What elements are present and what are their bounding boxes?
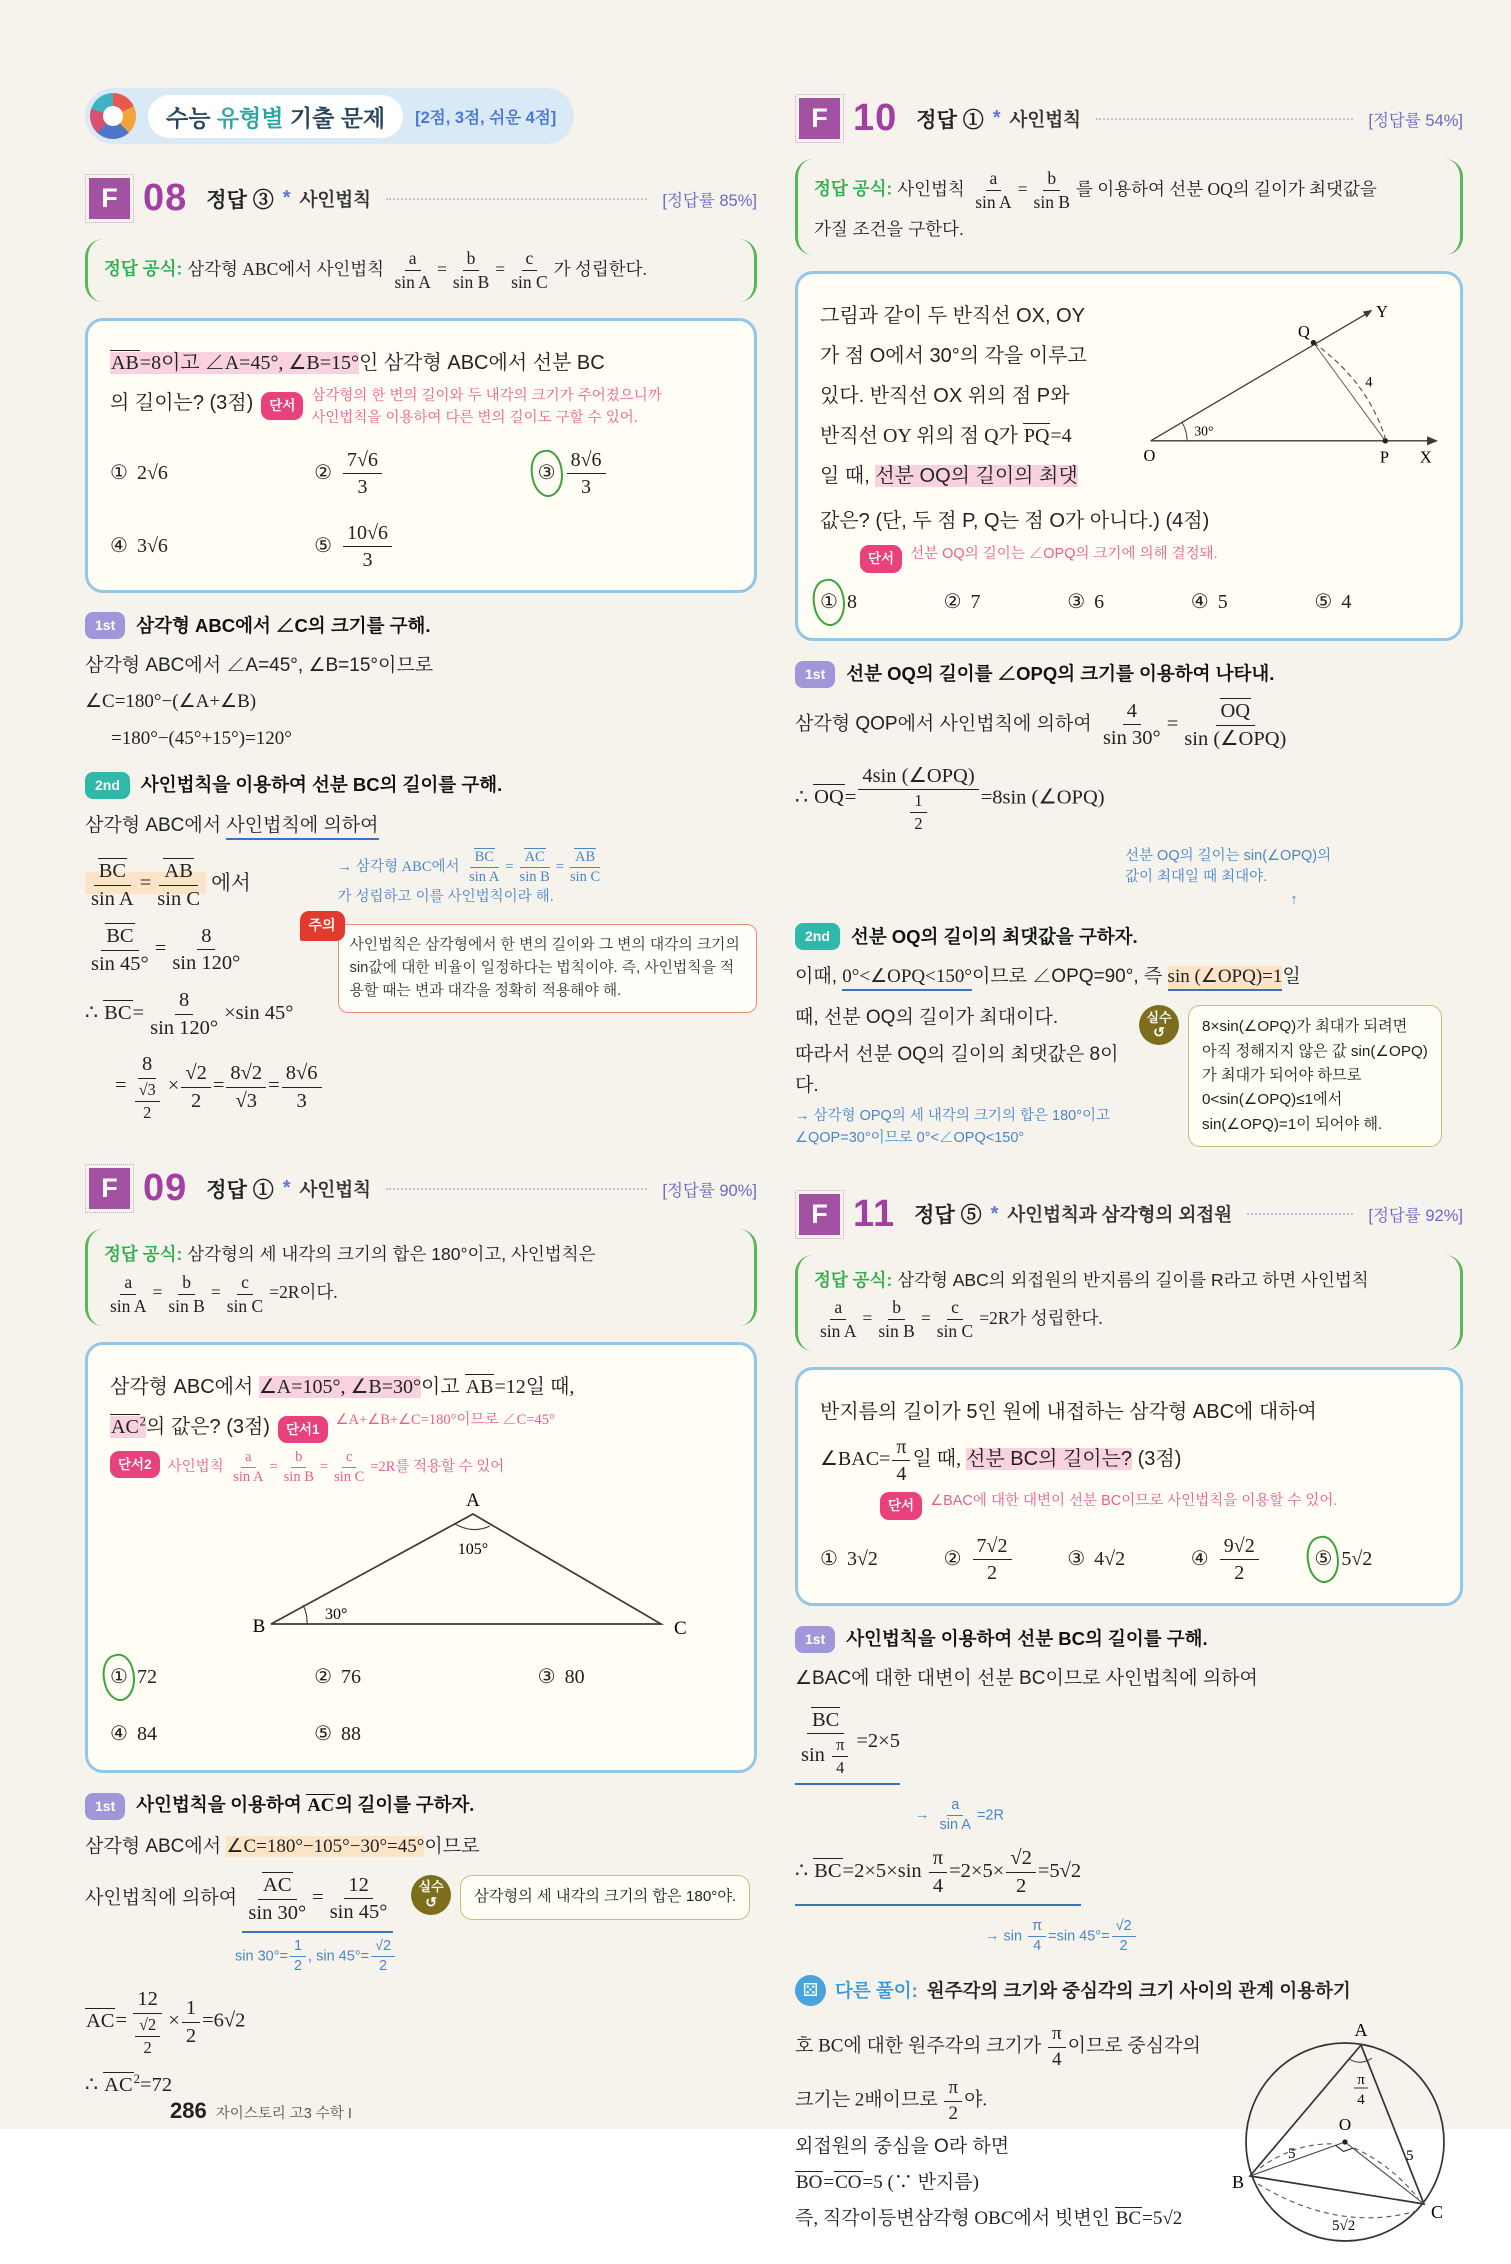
triangle-figure	[110, 1492, 732, 1654]
question-text: 삼각형 ABC에서 ∠A=105°, ∠B=30°이고 AB=12일 때,	[110, 1375, 575, 1398]
radius-right-label: 5	[1406, 2148, 1414, 2165]
choices	[820, 1534, 1438, 1585]
accuracy-rate: [정답률 85%]	[662, 191, 757, 210]
point-p-label: P	[1379, 447, 1389, 467]
clue2-badge: 단서2	[110, 1451, 160, 1479]
topic-label: 사인법칙과 삼각형의 외접원	[1007, 1204, 1233, 1226]
clue2-text: 사인법칙 $\frac{a}{\text{sin A}}$ = $\frac{b}{\text{sin B}}$ = $\frac{c}{\text{sin C}}$ =2R를 적용할 수 있어	[167, 1448, 505, 1486]
choices	[820, 585, 1438, 620]
four-label: 4	[1357, 2092, 1365, 2109]
caution-badge: 주의	[300, 911, 345, 940]
choice-4: ④ 5	[1190, 590, 1228, 613]
choice-3: ③ 4√2	[1067, 1547, 1126, 1570]
accuracy-rate: [정답률 54%]	[1368, 111, 1463, 130]
footer-page-number: 286	[170, 2098, 207, 2123]
choice-2: ② $\frac{7√2}{2}$	[944, 1534, 1068, 1585]
sin-values-note: sin 30°= $\frac{1}{2}$ , sin 45°= $\frac{√2}{2}$	[235, 1938, 397, 1976]
choice-1: ① 3√2	[820, 1547, 878, 1570]
answer-formula-box: 정답 공식: 삼각형 ABC에서 사인법칙 $\frac{a}{\text{sin A}}$ = $\frac{b}{\text{sin B}}$ = $\frac{c}{\text{sin C}}$ 가 성립한다.	[85, 239, 757, 302]
angle-b-label: 30°	[325, 1606, 348, 1624]
vertex-a-label: A	[1354, 2020, 1368, 2041]
choice-1-picked: ① 72	[110, 1660, 314, 1695]
point-q-label: Q	[1298, 322, 1310, 342]
choice-2: ② 7	[943, 590, 981, 613]
choice-1: ① 2√6	[110, 461, 168, 484]
left-column	[85, 88, 757, 2123]
accuracy-rate: [정답률 90%]	[662, 1181, 757, 1200]
choice-5: ⑤ 4	[1314, 590, 1352, 613]
points-note: [2점, 3점, 쉬운 4점]	[415, 109, 557, 127]
ray-y-label: Y	[1376, 302, 1389, 322]
ray-x-label: X	[1419, 447, 1432, 467]
topic-asterisk-icon: *	[992, 107, 1001, 129]
question-box: 반지름의 길이가 5인 원에 내접하는 삼각형 ABC에 대하여 ∠BAC= $\frac{\pi}{4}$ 일 때, 선분 BC의 길이는? (3점) 단서 ∠BAC에 대한 대변이 선분 BC이므로 사인법칙을 이용할 수 있어. ① 3√2 ② $\frac{7√2}{2}$ ③ 4√2 ④ $\frac{9√2}{2}$ ⑤ 5√2	[795, 1367, 1463, 1606]
step1-badge: 1st	[85, 1793, 125, 1820]
radius-left-label: 5	[1288, 2146, 1296, 2163]
problem-letter-badge: F	[795, 94, 844, 143]
vertex-c-label: C	[674, 1618, 687, 1640]
choice-4: ④ $\frac{9√2}{2}$	[1191, 1534, 1315, 1585]
brand-donut-icon	[90, 93, 136, 139]
solution: 1st 사인법칙을 이용하여 AC의 길이를 구하자. 삼각형 ABC에서 ∠C=180°−105°−30°=45°이므로 사인법칙에 의하여 $\frac{AC}{\sin 30^\circ}$ = $\frac{12}{\sin 45^\circ}$ sin 30°= $\frac{1}{2}$ , sin 45°= $\frac{√2}{2}$ AC= $\frac{12}{\frac{√2}{2}}$ × $\frac{1}{2}$ =6√2 ∴ $AC^2=72$ 실수 ↺ 삼각형의 세 내각의 크기의 합은 180°야.	[85, 1791, 757, 2115]
vertex-b-label: B	[252, 1616, 266, 1638]
choice-2: ② $\frac{7√6}{3}$	[314, 448, 538, 499]
answer-formula-box: 정답 공식: 삼각형 ABC의 외접원의 반지름의 길이를 R라고 하면 사인법칙 $\frac{a}{\text{sin A}}$ = $\frac{b}{\text{sin B}}$ = $\frac{c}{\text{sin C}}$ =2R가 성립한다.	[795, 1255, 1463, 1351]
vertex-b-label: B	[1232, 2172, 1245, 2193]
problem-letter-badge: F	[85, 174, 134, 223]
topic-label: 사인법칙	[1009, 108, 1081, 130]
solution: 1st 삼각형 ABC에서 ∠C의 크기를 구해. 삼각형 ABC에서 ∠A=45°, ∠B=15°이므로 ∠C=180°−(∠A+∠B) =180°−(45°+15°)=120° 2nd 사인법칙을 이용하여 선분 BC의 길이를 구해. 삼각형 ABC에서 사인법칙에 의하여 $\frac{BC}{\text{sin A}}$ = $\frac{AB}{\text{sin C}}$ 에서 $\frac{BC}{\sin 45^\circ}$ = $\frac{8}{\sin 120^\circ}$ ∴ BC= $\frac{8}{\sin 120^\circ}$ ×sin 45° = $\frac{8}{\frac{√3}{2}}$ × $\frac{√2}{2}$ = $\frac{8√2}{√3}$ = $\frac{8√6}{3}$ → 삼각형 ABC에서 $\frac{BC}{\text{sin A}}$ = $\frac{AC}{\text{sin B}}$ = $\frac{AB}{\text{sin C}}$ 가 성립하고 이를 사인법칙이라 해. 주의 사인법칙은 삼각형에서 한 변의 길이와 그 변의 대각의 크기의 sin값에 대한 비율이 일정하다는 법칙이야. 즉, 사인법칙을 적용할 때는 변과 대각을 정확히 적용해야 해.	[85, 611, 757, 1135]
question-box: 그림과 같이 두 반직선 OX, OY 가 점 O에서 30°의 각을 이루고 있다. 반직선 OX 위의 점 P와 반직선 OY 위의 점 Q가 PQ=4 일 때, 선분 OQ의 길이의 최댓 Y Q 4 30° O P X 값은? (단, 두 점 P, Q는 점 O가 아니다.) (4점) 단서 선분 OQ의 길이는 ∠OPQ의 크기에 의해 결정돼. ① 8 ② 7 ③ 6 ④ 5 ⑤ 4	[795, 271, 1463, 641]
clue1-text: ∠A+∠B+∠C=180°이므로 ∠C=45°	[335, 1411, 555, 1428]
dotted-leader	[386, 1188, 647, 1190]
mistake-note	[411, 1875, 757, 1919]
angle-a-label: 105°	[457, 1541, 489, 1559]
section-title: 수능 유형별 기출 문제	[148, 95, 403, 138]
step2-badge: 2nd	[795, 923, 840, 950]
topic-label: 사인법칙	[299, 188, 371, 210]
problem-letter-badge: F	[85, 1164, 134, 1213]
choice-3-picked: ③ $\frac{8√6}{3}$	[538, 448, 732, 499]
step1-badge: 1st	[85, 612, 125, 639]
clue-badge: 단서	[860, 545, 902, 573]
bc-length-label: 5√2	[1332, 2218, 1356, 2235]
dotted-leader	[386, 198, 647, 200]
clue-badge: 단서	[261, 392, 303, 420]
sin-pi4-note: → sin $\frac{\pi}{4}$ =sin 45°= $\frac{√2}{2}$	[985, 1918, 1463, 1956]
choice-5-picked: ⑤ 5√2	[1314, 1534, 1438, 1585]
angle-range-note: → 삼각형 OPQ의 세 내각의 크기의 합은 180°이고 ∠QOP=30°이므로 0°<∠OPQ<150°	[795, 1106, 1125, 1150]
topic-asterisk-icon: *	[990, 1202, 999, 1225]
question-box: 삼각형 ABC에서 ∠A=105°, ∠B=30°이고 AB=12일 때, $AC^2$의 값은? (3점) 단서1 ∠A+∠B+∠C=180°이므로 ∠C=45° 단서2 사인법칙 $\frac{a}{\text{sin A}}$ = $\frac{b}{\text{sin B}}$ = $\frac{c}{\text{sin C}}$ =2R를 적용할 수 있어 A 105° B 30° C ① 72 ② 76 ③ 80 ④ 84 ⑤ 88	[85, 1342, 757, 1774]
clue1-badge: 단서1	[278, 1416, 328, 1444]
answer-formula-box: 정답 공식: 삼각형의 세 내각의 크기의 합은 180°이고, 사인법칙은 $\frac{a}{\text{sin A}}$ = $\frac{b}{\text{sin B}}$ = $\frac{c}{\text{sin C}}$ =2R이다.	[85, 1229, 757, 1325]
right-column	[795, 88, 1463, 2264]
clue-text: 삼각형의 한 변의 길이와 두 내각의 크기가 주어졌으니까 사인법칙을 이용하여 다른 변의 길이도 구할 수 있어.	[311, 388, 662, 426]
max-note: 선분 OQ의 길이는 sin(∠OPQ)의 값이 최대일 때 최대야. ↑	[1125, 846, 1463, 912]
footer-book-title: 자이스토리 고3 수학 I	[215, 2106, 352, 2122]
answer-label: 정답 ①	[206, 1178, 274, 1202]
dotted-leader	[1247, 1213, 1353, 1215]
center-o-label: O	[1338, 2115, 1352, 2135]
question-text: 반지름의 길이가 5인 원에 내접하는 삼각형 ABC에 대하여	[820, 1401, 1317, 1424]
accuracy-rate: [정답률 92%]	[1368, 1207, 1463, 1226]
pi-label: π	[1357, 2072, 1365, 2089]
section-header	[85, 88, 574, 144]
rays-figure	[1138, 294, 1438, 499]
topic-asterisk-icon: *	[282, 1177, 291, 1200]
answer-label: 정답 ⑤	[914, 1204, 982, 1228]
solution: 1st 선분 OQ의 길이를 ∠OPQ의 크기를 이용하여 나타내. 삼각형 QOP에서 사인법칙에 의하여 $\frac{4}{\sin 30^\circ}$ = $\frac{OQ}{\text{sin (∠OPQ)}}$ ∴ OQ= $\frac{\text{4sin (∠OPQ)}}{\frac{1}{2}}$ =8sin (∠OPQ) 선분 OQ의 길이는 sin(∠OPQ)의 값이 최대일 때 최대야. ↑ 2nd 선분 OQ의 길이의 최댓값을 구하자. 이때, 0°<∠OPQ<150°이므로 ∠OPQ=90°, 즉 sin (∠OPQ)=1일 때, 선분 OQ의 길이가 최대이다. 따라서 선분 OQ의 길이의 최댓값은 8이다. → 삼각형 OPQ의 세 내각의 크기의 합은 180°이고 ∠QOP=30°이므로 0°<∠OPQ<150° 실수 ↺ 8×sin(∠OPQ)가 최대가 되려면 아직 정해지지 않은 값 sin(∠OPQ) 가 최대가 되어야 하므로 0<sin(∠OPQ)≤1에서 sin(∠OPQ)=1이 되어야 해.	[795, 659, 1463, 1160]
answer-formula-box: 정답 공식: 사인법칙 $\frac{a}{\text{sin A}}$ = $\frac{b}{\text{sin B}}$ 를 이용하여 선분 OQ의 길이가 최댓값을 가질 조건을 구한다.	[795, 159, 1463, 255]
circumcircle-figure	[1228, 2018, 1463, 2263]
mistake-badge: 실수 ↺	[1139, 1005, 1179, 1045]
answer-label: 정답 ①	[916, 108, 984, 132]
mistake-bubble: 8×sin(∠OPQ)가 최대가 되려면 아직 정해지지 않은 값 sin(∠OPQ) 가 최대가 되어야 하므로 0<sin(∠OPQ)≤1에서 sin(∠OPQ)=1이 되어야 해.	[1188, 1005, 1442, 1147]
angle-o-label: 30°	[1194, 423, 1214, 439]
problem-number: 11	[853, 1192, 896, 1235]
caution-box: 사인법칙은 삼각형에서 한 변의 길이와 그 변의 대각의 크기의 sin값에 대한 비율이 일정하다는 법칙이야. 즉, 사인법칙을 적용할 때는 변과 대각을 정확히 적용해야 해.	[338, 924, 758, 1013]
choices	[110, 1660, 732, 1752]
caution	[308, 917, 758, 1013]
mistake-bubble: 삼각형의 세 내각의 크기의 합은 180°야.	[460, 1875, 750, 1919]
choice-3: ③ 80	[537, 1666, 585, 1689]
two-r-note: → $\frac{a}{\text{sin A}}$ =2R	[915, 1797, 1463, 1835]
choices	[110, 448, 732, 572]
topic-asterisk-icon: *	[282, 187, 291, 209]
choice-4: ④ 3√6	[110, 534, 168, 557]
step1-badge: 1st	[795, 661, 835, 688]
problem-f09	[85, 1164, 757, 2115]
mistake-badge: 실수 ↺	[411, 1875, 451, 1915]
problem-number: 09	[143, 1167, 188, 1210]
problem-number: 10	[853, 97, 898, 139]
solution: 1st 사인법칙을 이용하여 선분 BC의 길이를 구해. ∠BAC에 대한 대변이 선분 BC이므로 사인법칙에 의하여 BC sin $\frac{\pi}{4}$ =2×5 → $\frac{a}{\text{sin A}}$ =2R ∴ BC=2×5×sin $\frac{\pi}{4}$ =2×5× $\frac{√2}{2}$ =5√2 → sin $\frac{\pi}{4}$ =sin 45°= $\frac{√2}{2}$ ⚄ 다른 풀이: 원주각의 크기와 중심각의 크기 사이의 관계 이용하기 호 BC에 대한 원주각의 크기가 $\frac{\pi}{4}$ 이므로 중심각의 크기는 2배이므로 $\frac{\pi}{2}$ 야. 외접원의 중심을 O라 하면 BO=CO=5 (∵ 반지름) 즉, 직각이등변삼각형 OBC에서 빗변인 BC=5√2 A π 4 O 5 5 5√2 B C	[795, 1624, 1463, 2264]
clue-text: ∠BAC에 대한 대변이 선분 BC이므로 사인법칙을 이용할 수 있어.	[930, 1493, 1338, 1510]
question-text: AB=8이고 ∠A=45°, ∠B=15°인 삼각형 ABC에서 선분 BC	[111, 352, 605, 374]
dice-icon: ⚄	[795, 1975, 826, 2006]
choice-2: ② 76	[314, 1666, 362, 1689]
vertex-a-label: A	[466, 1490, 480, 1512]
alternative-solution-header: ⚄ 다른 풀이: 원주각의 크기와 중심각의 크기 사이의 관계 이용하기	[795, 1975, 1463, 2006]
question-text: 그림과 같이 두 반직선 OX, OY 가 점 O에서 30°의 각을 이루고 있다. 반직선 OX 위의 점 P와 반직선 OY 위의 점 Q가 PQ=4 일 때, 선분 OQ의 길이의 최댓	[820, 305, 1087, 488]
page-footer	[170, 2098, 352, 2124]
problem-title-row	[85, 174, 757, 223]
alternative-solution-text: 호 BC에 대한 원주각의 크기가 $\frac{\pi}{4}$ 이므로 중심각의 크기는 2배이므로 $\frac{\pi}{2}$ 야. 외접원의 중심을 O라 하면 BO=CO=5 (∵ 반지름) 즉, 직각이등변삼각형 OBC에서 빗변인 BC=5√2	[795, 2023, 1201, 2230]
answer-label: 정답 ③	[206, 188, 274, 212]
choice-1-picked: ① 8	[820, 585, 944, 620]
problem-f08	[85, 174, 757, 1134]
problem-title-row	[795, 94, 1463, 143]
choice-4: ④ 84	[110, 1723, 157, 1746]
point-o-label: O	[1143, 446, 1156, 466]
question-box: AB=8이고 ∠A=45°, ∠B=15°인 삼각형 ABC에서 선분 BC 의 길이는? (3점) 단서 삼각형의 한 변의 길이와 두 내각의 크기가 주어졌으니까 사인법칙을 이용하여 다른 변의 길이도 구할 수 있어. ① 2√6 ② $\frac{7√6}{3}$ ③ $\frac{8√6}{3}$ ④ 3√6 ⑤ $\frac{10√6}{3}$	[85, 318, 757, 593]
vertex-c-label: C	[1431, 2202, 1444, 2223]
clue-badge: 단서	[880, 1492, 922, 1520]
sine-rule-note: → 삼각형 ABC에서 $\frac{BC}{\text{sin A}}$ = $\frac{AC}{\text{sin B}}$ = $\frac{AB}{\text{sin C}}$ 가 성립하고 이를 사인법칙이라 해.	[338, 848, 758, 909]
clue-text: 선분 OQ의 길이는 ∠OPQ의 크기에 의해 결정돼.	[910, 546, 1218, 563]
choice-5: ⑤ 88	[314, 1723, 362, 1746]
choice-3: ③ 6	[1067, 590, 1105, 613]
dotted-leader	[1096, 118, 1353, 120]
step2-badge: 2nd	[85, 772, 130, 799]
step1-badge: 1st	[795, 1626, 835, 1653]
mistake-note	[1139, 1005, 1463, 1147]
problem-number: 08	[143, 177, 188, 219]
problem-f11	[795, 1190, 1463, 2264]
problem-f10	[795, 94, 1463, 1160]
choice-5: ⑤ $\frac{10√6}{3}$	[314, 521, 538, 572]
topic-label: 사인법칙	[299, 1178, 371, 1200]
problem-title-row	[85, 1164, 757, 1213]
problem-title-row	[795, 1190, 1463, 1239]
length-pq-label: 4	[1365, 374, 1373, 391]
problem-letter-badge: F	[795, 1190, 844, 1239]
